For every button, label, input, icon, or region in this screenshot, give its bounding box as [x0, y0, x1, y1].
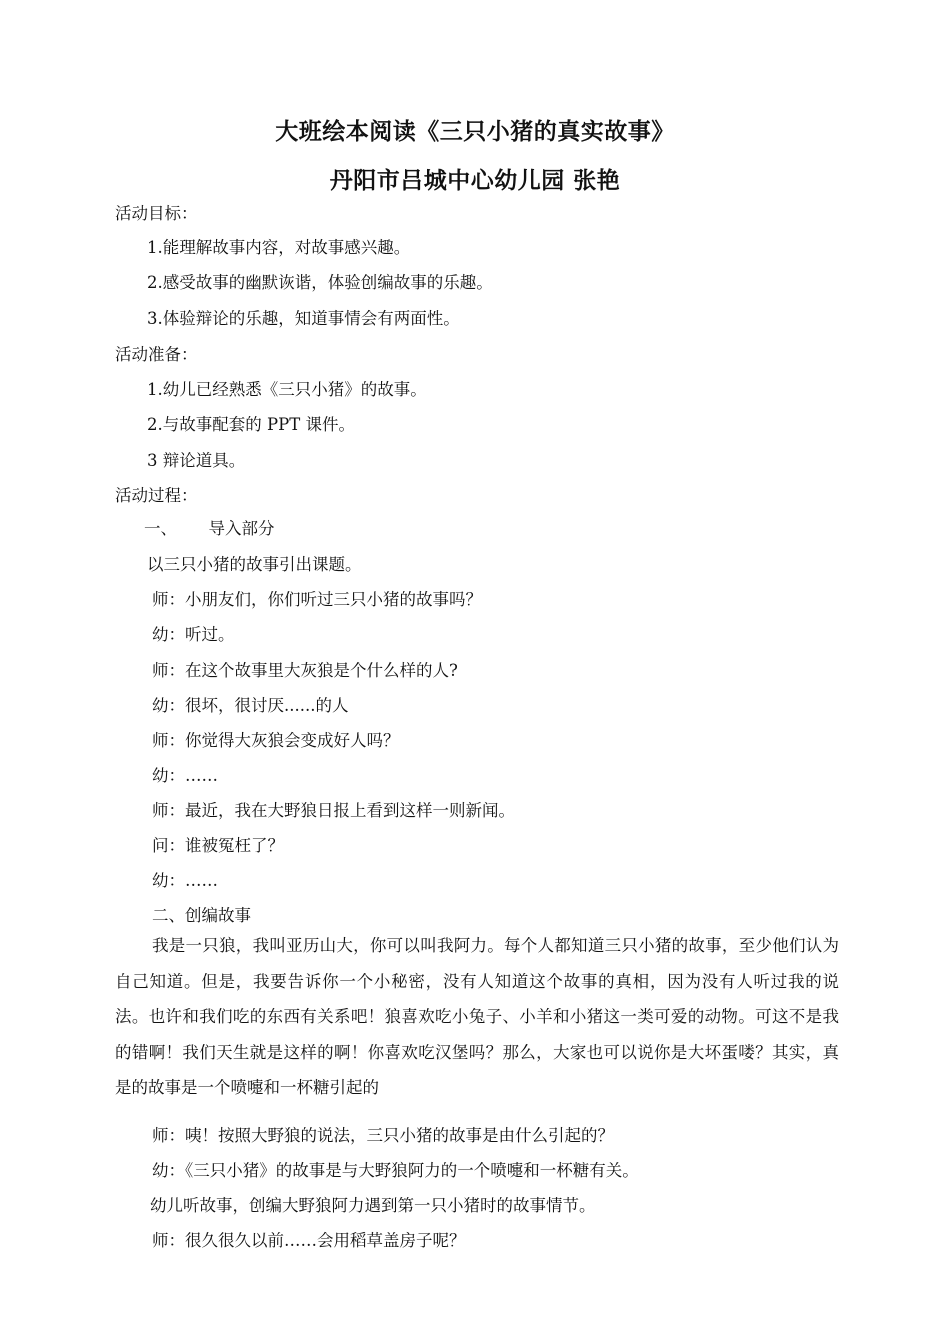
goals-heading: 活动目标：	[115, 204, 198, 223]
dialogue-line: 问：谁被冤枉了？	[152, 836, 284, 855]
dialogue-line: 师：在这个故事里大灰狼是个什么样的人?	[152, 661, 458, 680]
goal-item-3: 3.体验辩论的乐趣，知道事情会有两面性。	[147, 309, 460, 328]
document-title: 大班绘本阅读《三只小猪的真实故事》	[275, 119, 675, 145]
dialogue-line: 师：很久很久以前……会用稻草盖房子呢？	[152, 1231, 466, 1250]
process-heading: 活动过程：	[115, 486, 198, 505]
dialogue-line: 幼：……	[152, 871, 218, 890]
dialogue-line: 师：你觉得大灰狼会变成好人吗？	[152, 731, 400, 750]
dialogue-line: 师：咦！按照大野狼的说法，三只小猪的故事是由什么引起的？	[152, 1126, 614, 1145]
prep-item-3: 3 辩论道具。	[147, 451, 246, 470]
prep-item-2: 2.与故事配套的 PPT 课件。	[147, 415, 355, 434]
prep-item-1: 1.幼儿已经熟悉《三只小猪》的故事。	[147, 380, 427, 399]
dialogue-line: 幼：很坏，很讨厌......的人	[152, 696, 349, 715]
instruction-line: 幼儿听故事，创编大野狼阿力遇到第一只小猪时的故事情节。	[150, 1196, 596, 1215]
goal-item-2: 2.感受故事的幽默诙谐，体验创编故事的乐趣。	[147, 273, 493, 292]
section-1-heading: 一、 导入部分	[144, 519, 275, 538]
document-author: 丹阳市吕城中心幼儿园 张艳	[329, 168, 621, 194]
story-paragraph: 我是一只狼，我叫亚历山大，你可以叫我阿力。每个人都知道三只小猪的故事，至少他们认为自己知道。但是，我要告诉你一个小秘密，没有人知道这个故事的真相，因为没有人听过我的说法。也许和我们吃的东西有关系吧！狼喜欢吃小兔子、小羊和小猪这一类可爱的动物。可这不是我的错啊！我们天生就是这样的啊！你喜欢吃汉堡吗？那么，大家也可以说你是大坏蛋喽？其实，真是的故事是一个喷嚏和一杯糖引起的	[115, 936, 839, 1098]
dialogue-line: 幼：听过。	[152, 625, 235, 644]
dialogue-line: 幼：《三只小猪》的故事是与大野狼阿力的一个喷嚏和一杯糖有关。	[152, 1161, 639, 1180]
section-1-intro: 以三只小猪的故事引出课题。	[147, 555, 362, 574]
dialogue-line: 师：小朋友们，你们听过三只小猪的故事吗？	[152, 590, 482, 609]
dialogue-line: 师：最近，我在大野狼日报上看到这样一则新闻。	[152, 801, 515, 820]
dialogue-line: 幼：……	[152, 766, 218, 785]
prep-heading: 活动准备：	[115, 345, 198, 364]
goal-item-1: 1.能理解故事内容，对故事感兴趣。	[147, 238, 411, 257]
section-2-heading: 二、创编故事	[152, 906, 251, 925]
